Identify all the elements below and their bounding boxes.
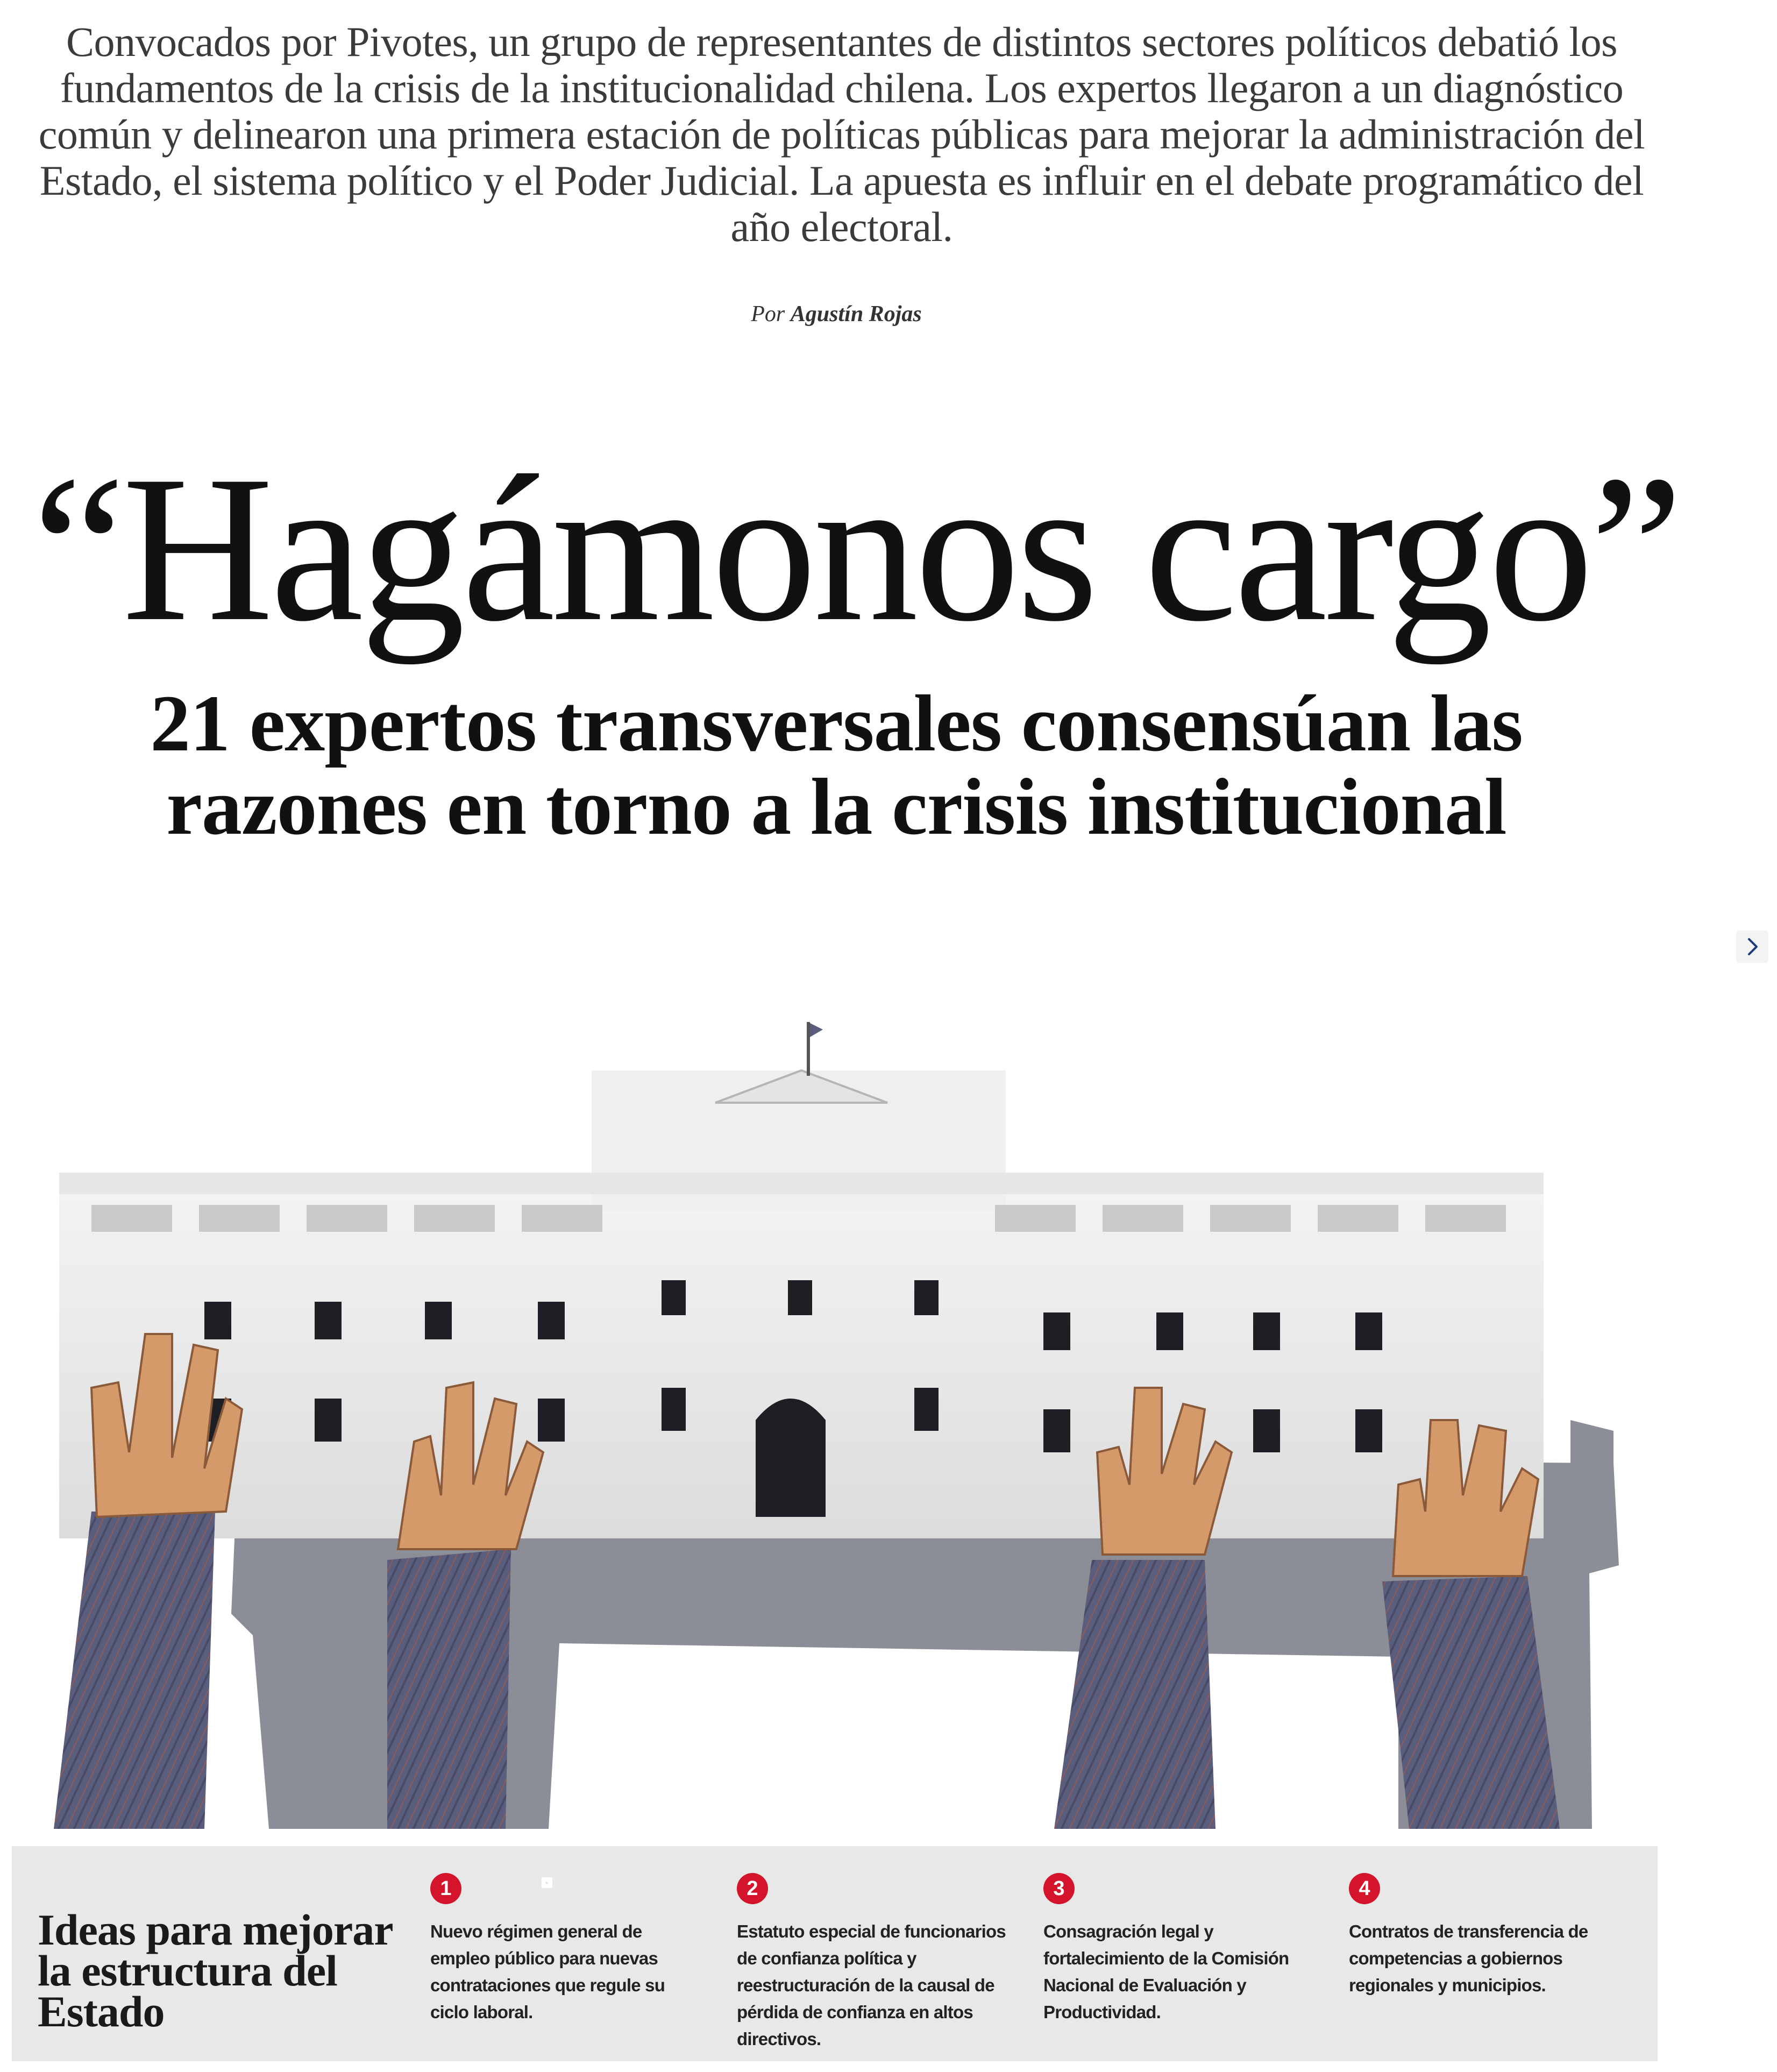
byline-prefix: Por xyxy=(751,302,785,327)
idea-text: Nuevo régimen general de empleo público para nuevas contrataciones que regule su ciclo laboral. xyxy=(430,1921,665,2022)
small-marker-icon: ▫ xyxy=(542,1877,552,1888)
byline xyxy=(0,301,1673,327)
idea-item xyxy=(1043,1873,1312,2026)
idea-item xyxy=(430,1873,699,2026)
article-intro: Convocados por Pivotes, un grupo de representantes de distintos sectores políticos debatió los fundamentos de la crisis de la institucionalidad chilena. Los expertos llegaron a un diagnóstico común y delinearon una primera estación de políticas públicas para mejorar la administración del Estado, el sistema político y el Poder Judicial. La apuesta es influir en el debate programático del año electoral. xyxy=(38,18,1645,250)
idea-item xyxy=(737,1873,1006,2053)
chevron-right-icon xyxy=(1736,931,1768,963)
idea-item xyxy=(1349,1873,1618,1999)
idea-text: Consagración legal y fortalecimiento de la Comisión Nacional de Evaluación y Productividad. xyxy=(1043,1921,1289,2022)
article-title: “Hagámonos cargo” xyxy=(32,432,1680,665)
idea-number-badge: 4 xyxy=(1349,1873,1380,1904)
palacio-illustration xyxy=(0,1011,1673,1850)
next-page-button[interactable] xyxy=(1736,931,1768,963)
byline-author: Agustín Rojas xyxy=(790,302,922,327)
idea-text: Estatuto especial de funcionarios de confianza política y reestructuración de la causal de pérdida de confianza en altos directivos. xyxy=(737,1921,1006,2049)
ideas-title: Ideas para mejorar la estructura del Estado xyxy=(38,1905,393,2036)
article-deck: 21 expertos transversales consensúan las razones en torno a la crisis institucional xyxy=(150,679,1523,851)
idea-number-badge: 2 xyxy=(737,1873,768,1904)
ideas-panel xyxy=(12,1846,1658,2061)
idea-text: Contratos de transferencia de competencias a gobiernos regionales y municipios. xyxy=(1349,1921,1588,1995)
idea-number-badge: 1 xyxy=(430,1873,461,1904)
idea-number-badge: 3 xyxy=(1043,1873,1075,1904)
